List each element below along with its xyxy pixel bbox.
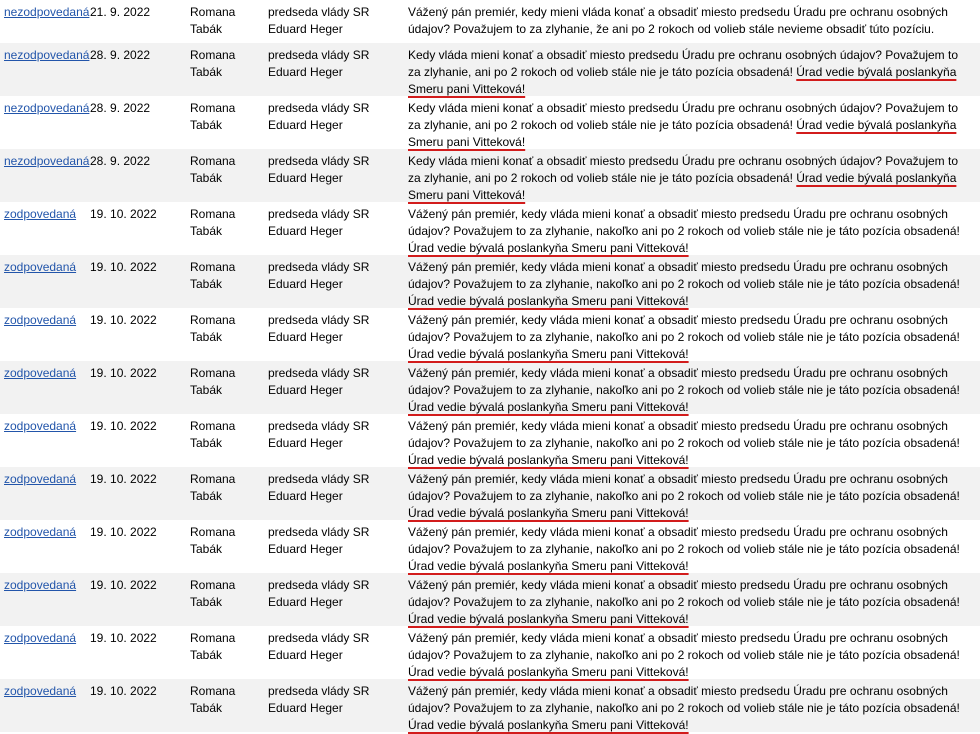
status-link[interactable]: nezodpovedaná	[4, 48, 90, 62]
author-cell: Romana Tabák	[190, 525, 236, 556]
status-link[interactable]: nezodpovedaná	[4, 5, 90, 19]
highlighted-text: Úrad vedie bývalá poslankyňa Smeru pani Vitteková!	[408, 612, 689, 626]
author-cell: Romana Tabák	[190, 101, 236, 132]
date-cell: 19. 10. 2022	[90, 684, 157, 698]
date-cell: 19. 10. 2022	[90, 472, 157, 486]
status-link[interactable]: zodpovedaná	[4, 207, 77, 221]
status-cell	[0, 471, 90, 488]
status-cell	[0, 524, 90, 541]
question-cell	[408, 683, 964, 734]
addressee-cell: predseda vlády SR Eduard Heger	[268, 472, 370, 503]
table-row	[0, 202, 980, 255]
addressee-cell: predseda vlády SR Eduard Heger	[268, 366, 370, 397]
addressee-cell: predseda vlády SR Eduard Heger	[268, 684, 370, 715]
status-cell	[0, 4, 90, 21]
author-cell: Romana Tabák	[190, 631, 236, 662]
table-row	[0, 43, 980, 96]
author-cell: Romana Tabák	[190, 5, 236, 36]
addressee-cell: predseda vlády SR Eduard Heger	[268, 313, 370, 344]
status-cell	[0, 630, 90, 647]
status-link[interactable]: zodpovedaná	[4, 631, 77, 645]
question-cell	[408, 47, 964, 98]
author-cell: Romana Tabák	[190, 366, 236, 397]
question-text: Kedy vláda mieni konať a obsadiť miesto predsedu Úradu pre ochranu osobných údajov? Považujem to za zlyhanie, ani po 2 rokoch od volieb stále nie je táto pozícia obsadená!	[408, 154, 958, 185]
question-cell	[408, 259, 964, 310]
table-row	[0, 626, 980, 679]
status-cell	[0, 259, 90, 276]
status-link[interactable]: zodpovedaná	[4, 366, 77, 380]
highlighted-text: Úrad vedie bývalá poslankyňa Smeru pani Vitteková!	[408, 453, 689, 467]
addressee-cell: predseda vlády SR Eduard Heger	[268, 260, 370, 291]
table-row	[0, 520, 980, 573]
table-row	[0, 149, 980, 202]
table-row	[0, 308, 980, 361]
author-cell: Romana Tabák	[190, 260, 236, 291]
question-text: Vážený pán premiér, kedy vláda mieni konať a obsadiť miesto predsedu Úradu pre ochranu osobných údajov? Považujem to za zlyhanie, nakoľko ani po 2 rokoch od volieb stále nie je táto pozícia obsadená!	[408, 578, 960, 609]
question-text: Vážený pán premiér, kedy vláda mieni konať a obsadiť miesto predsedu Úradu pre ochranu osobných údajov? Považujem to za zlyhanie, nakoľko ani po 2 rokoch od volieb stále nie je táto pozícia obsadená!	[408, 525, 960, 556]
table-row	[0, 573, 980, 626]
status-link[interactable]: zodpovedaná	[4, 419, 77, 433]
highlighted-text: Úrad vedie bývalá poslankyňa Smeru pani Vitteková!	[408, 294, 689, 308]
question-text: Kedy vláda mieni konať a obsadiť miesto predsedu Úradu pre ochranu osobných údajov? Považujem to za zlyhanie, ani po 2 rokoch od volieb stále nie je táto pozícia obsadená!	[408, 48, 958, 79]
table-row	[0, 0, 980, 43]
highlighted-text: Úrad vedie bývalá poslankyňa Smeru pani Vitteková!	[408, 118, 957, 149]
status-cell	[0, 418, 90, 435]
table-row	[0, 255, 980, 308]
question-cell	[408, 418, 964, 469]
date-cell: 19. 10. 2022	[90, 313, 157, 327]
question-cell	[408, 312, 964, 363]
highlighted-text: Úrad vedie bývalá poslankyňa Smeru pani Vitteková!	[408, 347, 689, 361]
addressee-cell: predseda vlády SR Eduard Heger	[268, 154, 370, 185]
question-text: Vážený pán premiér, kedy vláda mieni konať a obsadiť miesto predsedu Úradu pre ochranu osobných údajov? Považujem to za zlyhanie, nakoľko ani po 2 rokoch od volieb stále nie je táto pozícia obsadená!	[408, 684, 960, 715]
addressee-cell: predseda vlády SR Eduard Heger	[268, 48, 370, 79]
status-cell	[0, 100, 90, 117]
status-cell	[0, 206, 90, 223]
question-cell	[408, 524, 964, 575]
highlighted-text: Úrad vedie bývalá poslankyňa Smeru pani Vitteková!	[408, 665, 689, 679]
status-link[interactable]: zodpovedaná	[4, 578, 77, 592]
author-cell: Romana Tabák	[190, 207, 236, 238]
status-cell	[0, 312, 90, 329]
addressee-cell: predseda vlády SR Eduard Heger	[268, 5, 370, 36]
question-text: Vážený pán premiér, kedy mieni vláda konať a obsadiť miesto predsedu Úradu pre ochranu osobných údajov? Považujem to za zlyhanie, že ani po 2 rokoch od volieb stále nevieme obsadiť túto pozíciu.	[408, 5, 948, 36]
question-cell	[408, 100, 964, 151]
status-cell	[0, 47, 90, 64]
author-cell: Romana Tabák	[190, 578, 236, 609]
status-link[interactable]: zodpovedaná	[4, 525, 77, 539]
question-cell	[408, 365, 964, 416]
highlighted-text: Úrad vedie bývalá poslankyňa Smeru pani Vitteková!	[408, 65, 957, 96]
status-link[interactable]: nezodpovedaná	[4, 154, 90, 168]
author-cell: Romana Tabák	[190, 48, 236, 79]
date-cell: 19. 10. 2022	[90, 525, 157, 539]
date-cell: 19. 10. 2022	[90, 366, 157, 380]
question-text: Kedy vláda mieni konať a obsadiť miesto predsedu Úradu pre ochranu osobných údajov? Považujem to za zlyhanie, ani po 2 rokoch od volieb stále nie je táto pozícia obsadená!	[408, 101, 958, 132]
addressee-cell: predseda vlády SR Eduard Heger	[268, 525, 370, 556]
status-link[interactable]: zodpovedaná	[4, 472, 77, 486]
table-row	[0, 96, 980, 149]
table-row	[0, 361, 980, 414]
date-cell: 19. 10. 2022	[90, 260, 157, 274]
status-link[interactable]: nezodpovedaná	[4, 101, 90, 115]
author-cell: Romana Tabák	[190, 419, 236, 450]
table-row	[0, 679, 980, 732]
question-cell	[408, 577, 964, 628]
question-text: Vážený pán premiér, kedy vláda mieni konať a obsadiť miesto predsedu Úradu pre ochranu osobných údajov? Považujem to za zlyhanie, nakoľko ani po 2 rokoch od volieb stále nie je táto pozícia obsadená!	[408, 366, 960, 397]
addressee-cell: predseda vlády SR Eduard Heger	[268, 578, 370, 609]
author-cell: Romana Tabák	[190, 472, 236, 503]
author-cell: Romana Tabák	[190, 154, 236, 185]
date-cell: 19. 10. 2022	[90, 419, 157, 433]
highlighted-text: Úrad vedie bývalá poslankyňa Smeru pani Vitteková!	[408, 400, 689, 414]
status-cell	[0, 577, 90, 594]
status-cell	[0, 683, 90, 700]
status-link[interactable]: zodpovedaná	[4, 260, 77, 274]
question-cell	[408, 206, 964, 257]
highlighted-text: Úrad vedie bývalá poslankyňa Smeru pani Vitteková!	[408, 171, 957, 202]
date-cell: 19. 10. 2022	[90, 578, 157, 592]
date-cell: 28. 9. 2022	[90, 154, 151, 168]
question-cell	[408, 153, 964, 204]
status-cell	[0, 153, 90, 170]
question-text: Vážený pán premiér, kedy vláda mieni konať a obsadiť miesto predsedu Úradu pre ochranu osobných údajov? Považujem to za zlyhanie, nakoľko ani po 2 rokoch od volieb stále nie je táto pozícia obsadená!	[408, 260, 960, 291]
author-cell: Romana Tabák	[190, 684, 236, 715]
question-text: Vážený pán premiér, kedy vláda mieni konať a obsadiť miesto predsedu Úradu pre ochranu osobných údajov? Považujem to za zlyhanie, nakoľko ani po 2 rokoch od volieb stále nie je táto pozícia obsadená!	[408, 472, 960, 503]
question-cell	[408, 630, 964, 681]
addressee-cell: predseda vlády SR Eduard Heger	[268, 101, 370, 132]
highlighted-text: Úrad vedie bývalá poslankyňa Smeru pani Vitteková!	[408, 718, 689, 732]
table-row	[0, 414, 980, 467]
highlighted-text: Úrad vedie bývalá poslankyňa Smeru pani Vitteková!	[408, 506, 689, 520]
status-cell	[0, 365, 90, 382]
date-cell: 19. 10. 2022	[90, 631, 157, 645]
question-cell	[408, 4, 964, 38]
status-link[interactable]: zodpovedaná	[4, 684, 77, 698]
question-text: Vážený pán premiér, kedy vláda mieni konať a obsadiť miesto predsedu Úradu pre ochranu osobných údajov? Považujem to za zlyhanie, nakoľko ani po 2 rokoch od volieb stále nie je táto pozícia obsadená!	[408, 419, 960, 450]
highlighted-text: Úrad vedie bývalá poslankyňa Smeru pani Vitteková!	[408, 559, 689, 573]
date-cell: 21. 9. 2022	[90, 5, 151, 19]
question-text: Vážený pán premiér, kedy vláda mieni konať a obsadiť miesto predsedu Úradu pre ochranu osobných údajov? Považujem to za zlyhanie, nakoľko ani po 2 rokoch od volieb stále nie je táto pozícia obsadená!	[408, 313, 960, 344]
question-text: Vážený pán premiér, kedy vláda mieni konať a obsadiť miesto predsedu Úradu pre ochranu osobných údajov? Považujem to za zlyhanie, nakoľko ani po 2 rokoch od volieb stále nie je táto pozícia obsadená!	[408, 631, 960, 662]
date-cell: 28. 9. 2022	[90, 48, 151, 62]
table-row	[0, 467, 980, 520]
highlighted-text: Úrad vedie bývalá poslankyňa Smeru pani Vitteková!	[408, 241, 689, 255]
author-cell: Romana Tabák	[190, 313, 236, 344]
question-text: Vážený pán premiér, kedy vláda mieni konať a obsadiť miesto predsedu Úradu pre ochranu osobných údajov? Považujem to za zlyhanie, nakoľko ani po 2 rokoch od volieb stále nie je táto pozícia obsadená!	[408, 207, 960, 238]
status-link[interactable]: zodpovedaná	[4, 313, 77, 327]
question-cell	[408, 471, 964, 522]
date-cell: 19. 10. 2022	[90, 207, 157, 221]
addressee-cell: predseda vlády SR Eduard Heger	[268, 419, 370, 450]
addressee-cell: predseda vlády SR Eduard Heger	[268, 631, 370, 662]
addressee-cell: predseda vlády SR Eduard Heger	[268, 207, 370, 238]
date-cell: 28. 9. 2022	[90, 101, 151, 115]
